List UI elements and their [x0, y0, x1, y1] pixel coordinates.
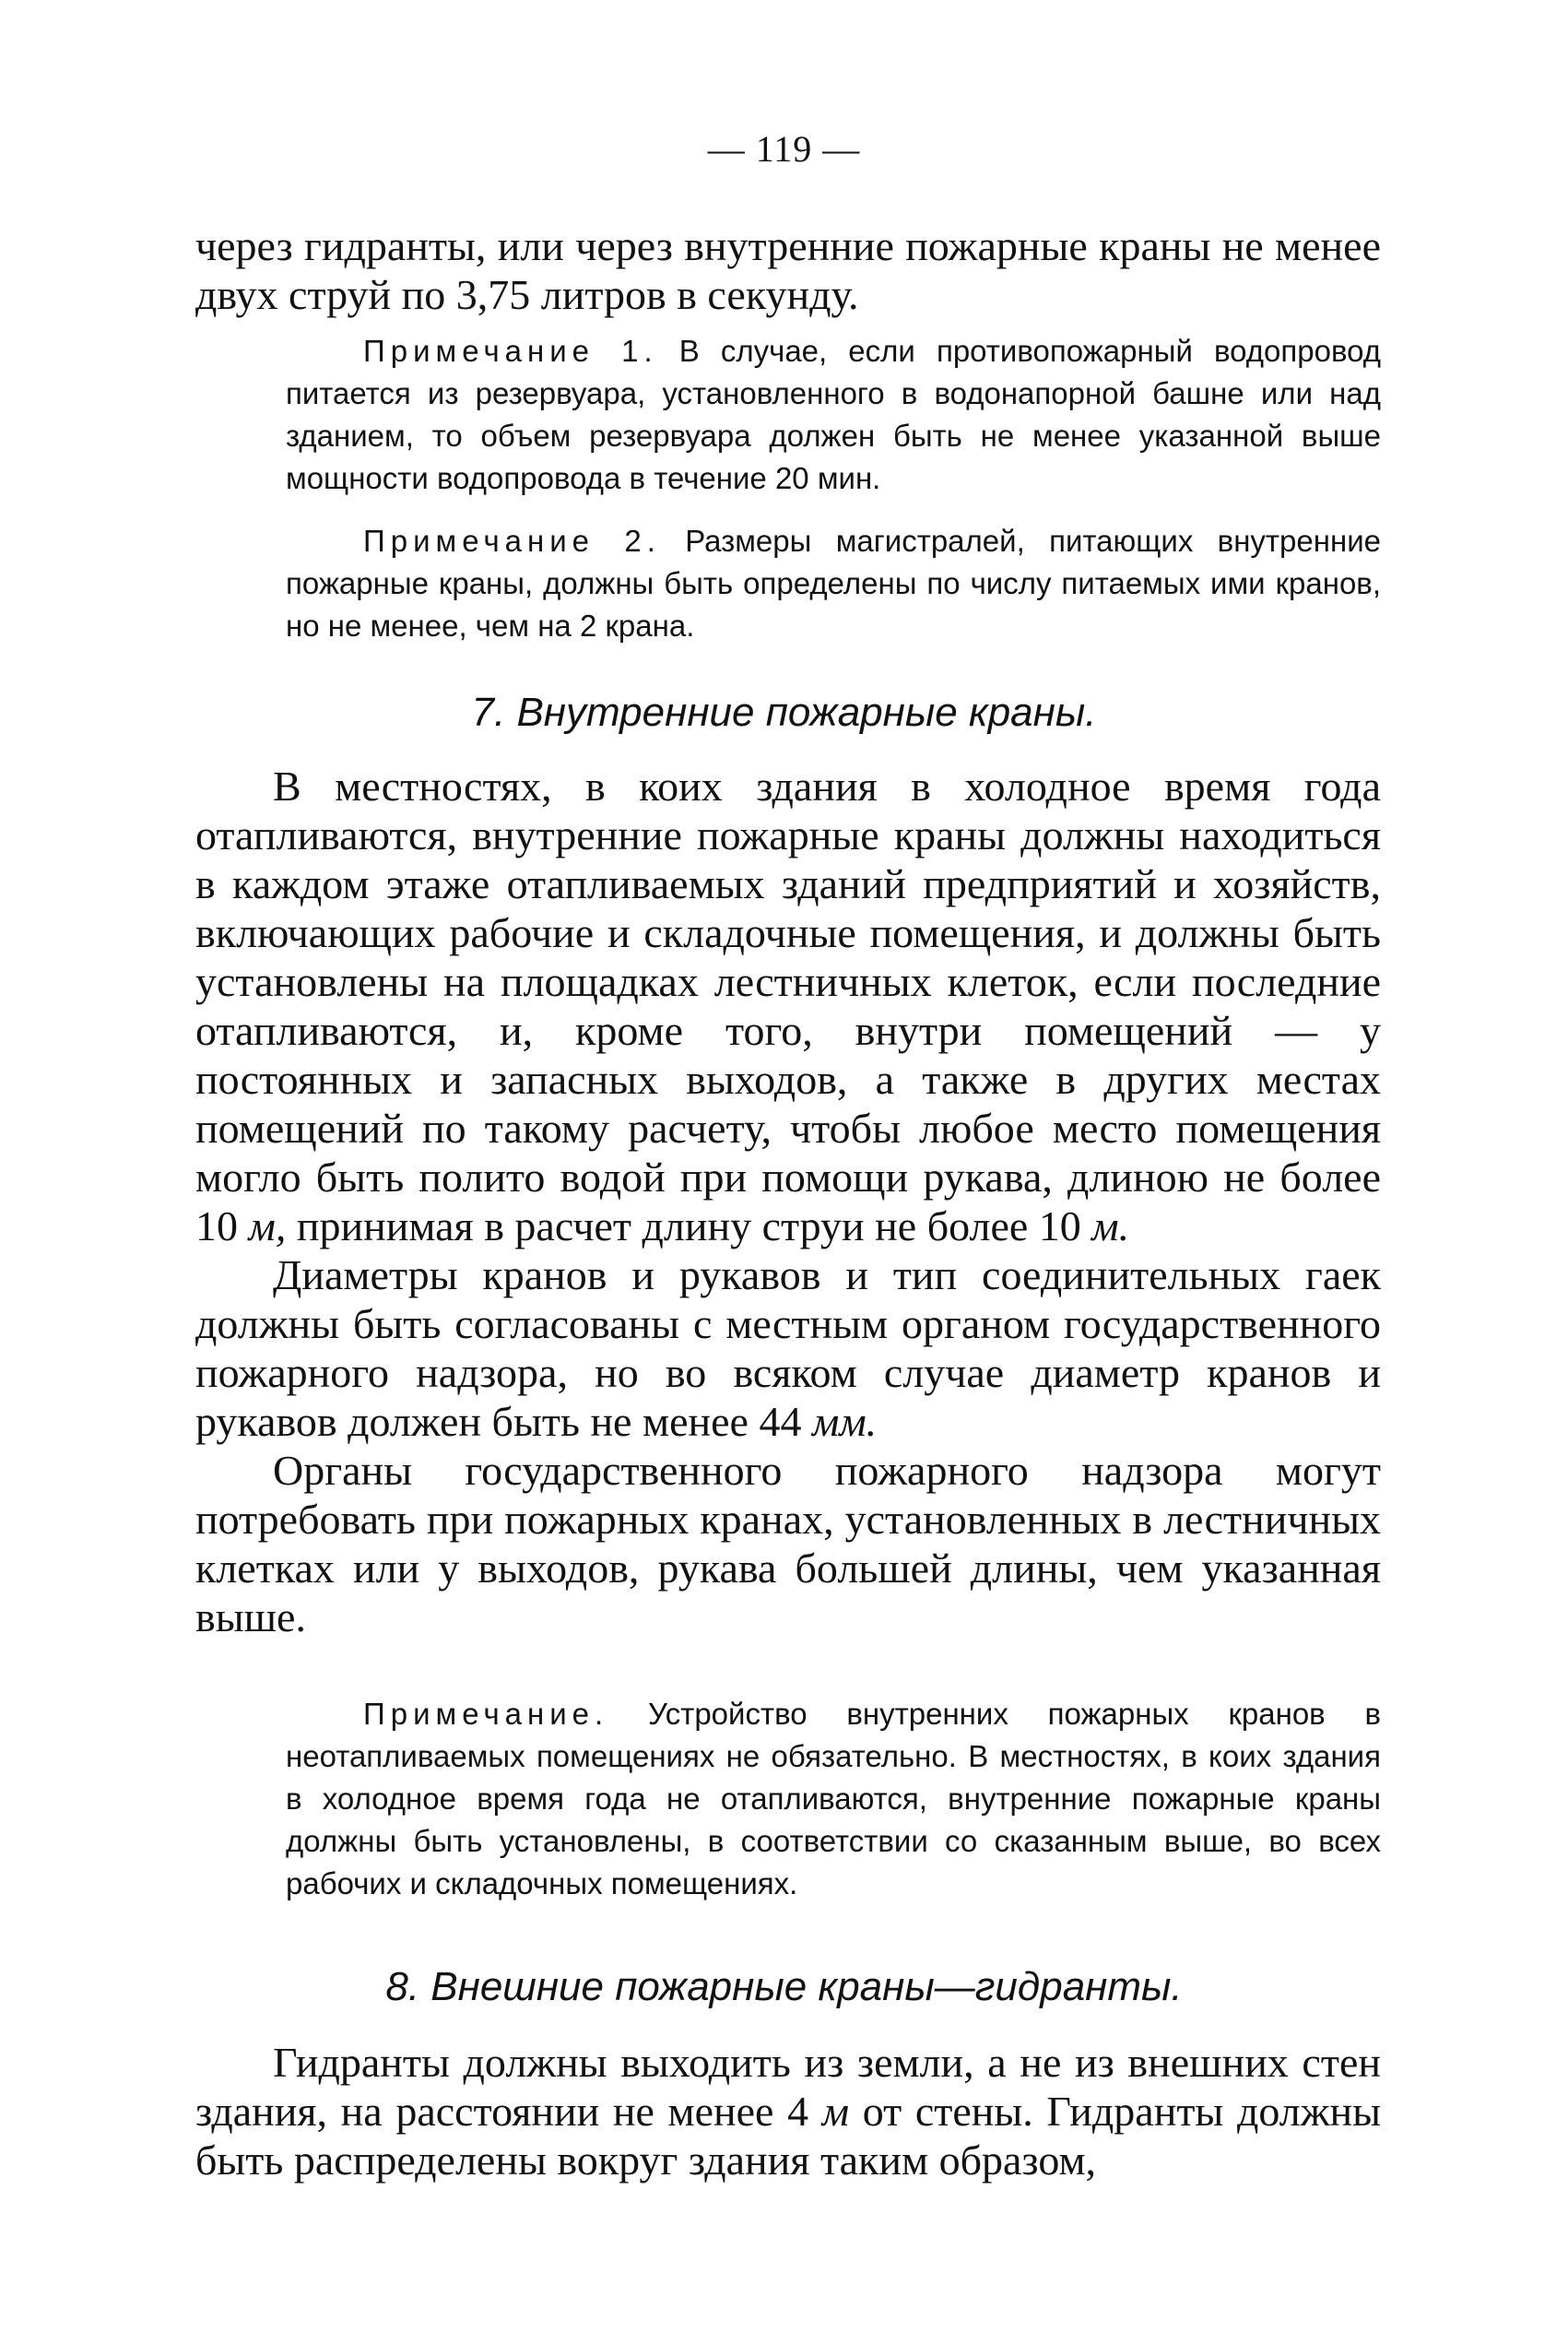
- page-number: — 119 —: [707, 128, 861, 170]
- note-1-label: Примечание 1.: [363, 334, 658, 368]
- section-7-note-label: Примечание.: [363, 1697, 609, 1731]
- section-7-p1-text-b: принимая в расчет длину струи не более 10: [286, 1202, 1092, 1249]
- intro-text: через гидранты, или через внутренние пожарные краны не менее двух струй по 3,75 литров в секунду.: [195, 222, 1381, 318]
- section-7-paragraph-3: Органы государственного пожарного надзора могут потребовать при пожарных кранах, установленных в лестничных клетках или у выходов, рукава большей длины, чем указанная выше.: [195, 1447, 1381, 1640]
- unit-meter: м: [821, 2088, 850, 2135]
- note-2-text: Размеры магистралей, питающих внутренние пожарные краны, должны быть определены по числу питаемых ими кранов, но не менее, чем на 2 крана.: [286, 524, 1381, 643]
- section-8-body: [195, 2038, 1381, 2184]
- unit-meter: м.: [1091, 1202, 1130, 1249]
- section-7-paragraph-1: [195, 762, 1381, 1250]
- unit-millimeter: мм.: [811, 1398, 878, 1445]
- note-2-label: Примечание 2.: [363, 524, 661, 558]
- note-2: [286, 520, 1381, 647]
- section-7-note: [286, 1693, 1381, 1905]
- unit-meter: м,: [248, 1202, 287, 1249]
- section-8-paragraph-1: [195, 2038, 1381, 2184]
- section-7-note-text: Устройство внутренних пожарных кранов в неотапливаемых помещениях не обязательно. В местностях, в коих здания в холодное время года не отапливаются, внутренние пожарные краны должны быть установлены, в соответствии со сказанным выше, во всех рабочих и складочных помещениях.: [286, 1697, 1381, 1900]
- section-8-heading: 8. Внешние пожарные краны—гидранты.: [385, 1964, 1183, 2009]
- note-1: [286, 330, 1381, 500]
- section-7-paragraph-2: [195, 1250, 1381, 1446]
- note-1-text: В случае, если противопожарный водопровод питается из резервуара, установленного в водонапорной башне или над зданием, то объем резервуара должен быть не менее указанной выше мощности водопровода в течение 20 мин.: [286, 334, 1381, 495]
- section-7-body: [195, 762, 1381, 1641]
- section-7-p1-text-a: В местностях, в коих здания в холодное время года отапливаются, внутренние пожарные краны должны находиться в каждом этаже отапливаемых зданий предприятий и хозяйств, включающих рабочие и складочные помещения, и должны быть установлены на площадках лестничных клеток, если последние отапливаются, и, кроме того, внутри помещений — у постоянных и запасных выходов, а также в других местах помещений по такому расчету, чтобы любое место помещения могло быть полито водой при помощи рукава, длиною не более 10: [195, 763, 1381, 1249]
- section-7-heading: 7. Внутренние пожарные краны.: [471, 690, 1097, 735]
- section-8-p1-text-a: Гидранты должны выходить из земли, а не из внешних стен здания, на расстоянии не менее 4: [195, 2039, 1381, 2135]
- section-7-p2-text: Диаметры кранов и рукавов и тип соединительных гаек должны быть согласованы с местным органом государственного пожарного надзора, но во всяком случае диаметр кранов и рукавов должен быть не менее 44: [195, 1251, 1381, 1445]
- section-8-p1-text-b: от стены. Гидранты должны быть распределены вокруг здания таким образом,: [195, 2088, 1382, 2184]
- intro-paragraph: [195, 221, 1381, 319]
